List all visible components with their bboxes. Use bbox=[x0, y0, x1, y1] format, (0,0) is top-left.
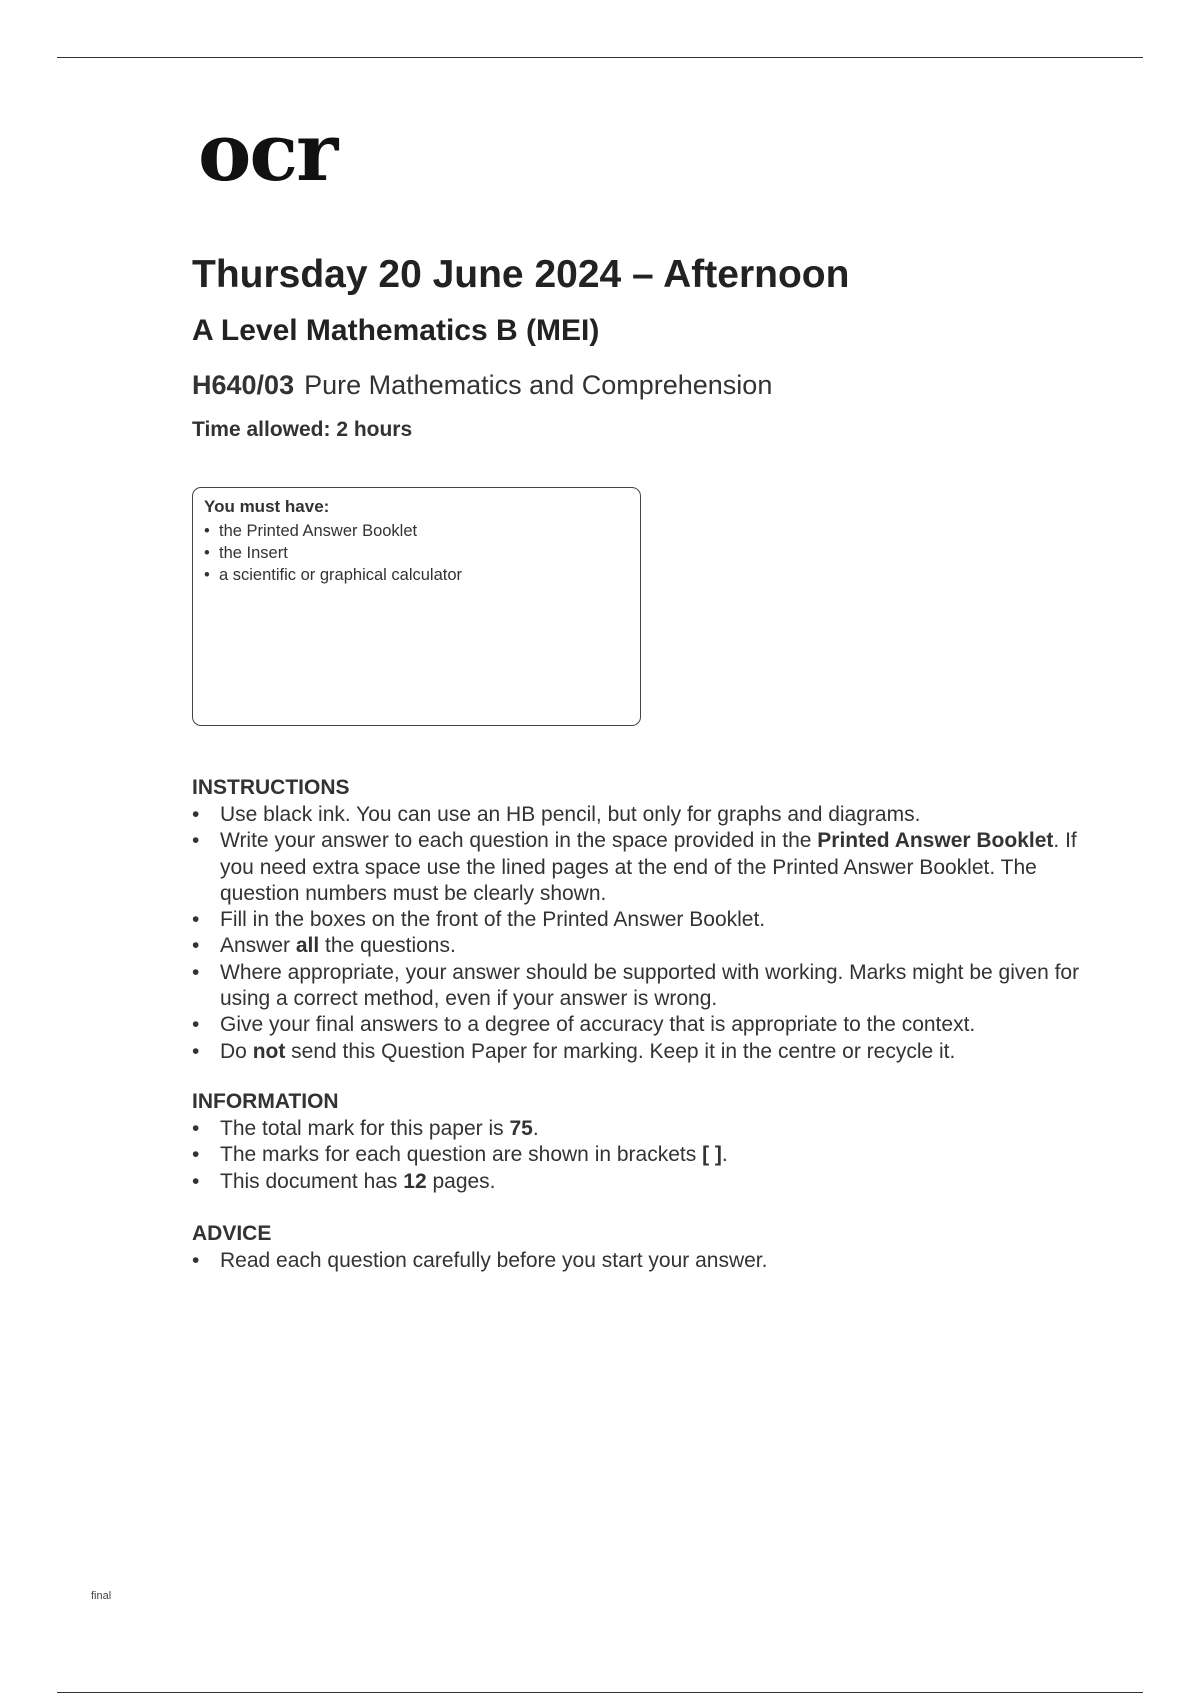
time-allowed: Time allowed: 2 hours bbox=[192, 418, 413, 441]
information-section bbox=[192, 1088, 1092, 1195]
instruction-item: • Give your final answers to a degree of accuracy that is appropriate to the context. bbox=[192, 1013, 976, 1037]
must-have-item-text: the Insert bbox=[219, 544, 288, 562]
information-item: • This document has 12 pages. bbox=[192, 1169, 496, 1193]
must-have-item: • the Insert bbox=[204, 544, 288, 562]
ocr-logo: ocr bbox=[198, 105, 337, 199]
bottom-rule bbox=[57, 1692, 1143, 1693]
instructions-list bbox=[192, 802, 1092, 1065]
instruction-item: • Write your answer to each question in the space provided in the Printed Answer Booklet. If you need extra space use the lined pages at the end of the Printed Answer Booklet. The question numbers must be clearly shown. bbox=[192, 829, 1077, 905]
information-item: • The total mark for this paper is 75. bbox=[192, 1117, 539, 1140]
instruction-item: • Use black ink. You can use an HB pencil, but only for graphs and diagrams. bbox=[192, 803, 921, 826]
unit-line bbox=[192, 370, 772, 401]
instruction-item: • Do not send this Question Paper for marking. Keep it in the centre or recycle it. bbox=[192, 1039, 956, 1063]
exam-date: Thursday 20 June 2024 – Afternoon bbox=[192, 253, 850, 296]
advice-item: • Read each question carefully before you start your answer. bbox=[192, 1249, 768, 1272]
unit-code: H640/03 bbox=[192, 370, 295, 400]
qualification-title: A Level Mathematics B (MEI) bbox=[192, 314, 600, 347]
information-list bbox=[192, 1116, 1092, 1195]
information-heading: INFORMATION bbox=[192, 1090, 339, 1113]
instruction-item: • Answer all the questions. bbox=[192, 934, 456, 958]
information-item: • The marks for each question are shown in brackets [ ]. bbox=[192, 1143, 728, 1167]
instructions-heading: INSTRUCTIONS bbox=[192, 776, 350, 799]
must-have-title: You must have: bbox=[204, 497, 330, 516]
advice-list bbox=[192, 1248, 1092, 1274]
must-have-item: • a scientific or graphical calculator bbox=[204, 566, 463, 584]
unit-title: Pure Mathematics and Comprehension bbox=[304, 370, 773, 400]
must-have-item-text: the Printed Answer Booklet bbox=[219, 522, 418, 540]
advice-heading: ADVICE bbox=[192, 1222, 272, 1245]
must-have-box bbox=[192, 487, 641, 726]
top-rule bbox=[57, 57, 1143, 58]
advice-section bbox=[192, 1220, 1092, 1274]
footer-note: final bbox=[91, 1590, 112, 1602]
must-have-item: • the Printed Answer Booklet bbox=[204, 522, 418, 540]
instructions-section bbox=[192, 774, 1092, 1065]
instruction-item: • Where appropriate, your answer should be supported with working. Marks might be given for using a correct method, even if your answer is wrong. bbox=[192, 960, 1080, 1011]
must-have-list bbox=[204, 520, 629, 586]
instruction-item: • Fill in the boxes on the front of the Printed Answer Booklet. bbox=[192, 908, 766, 932]
must-have-item-text: a scientific or graphical calculator bbox=[219, 566, 463, 584]
